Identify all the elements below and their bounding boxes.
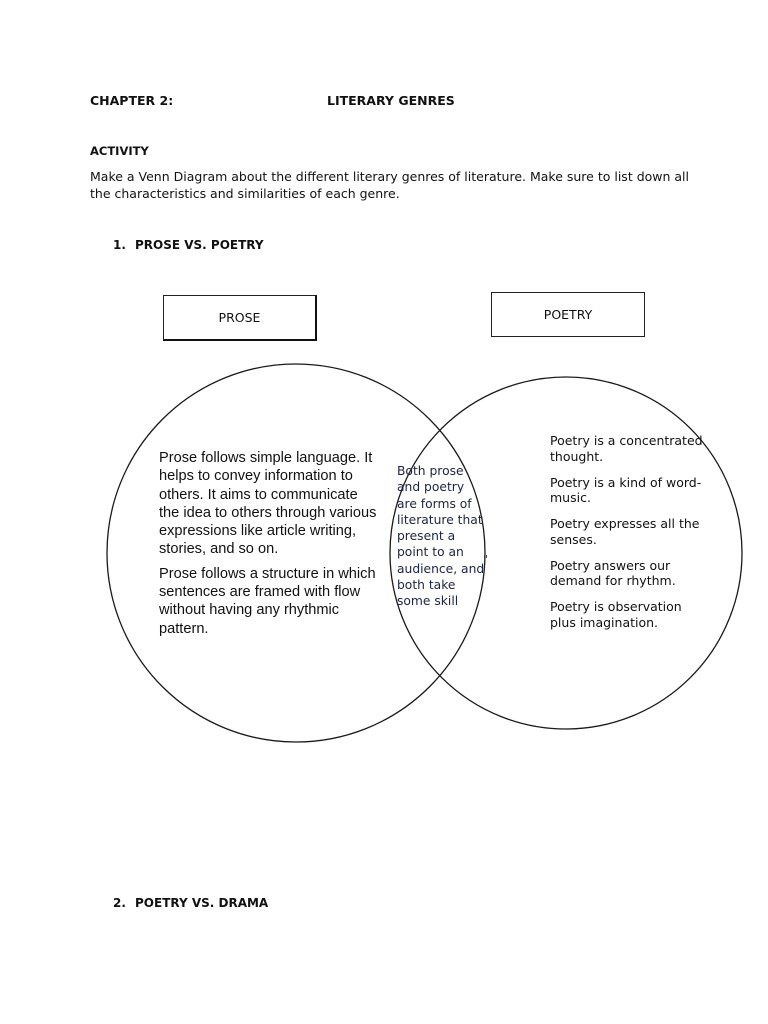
- section-number: 2.: [113, 896, 126, 910]
- prose-paragraph: Prose follows a structure in which sentences are framed with flow without having any rhythmic pattern.: [159, 565, 376, 637]
- section-title: PROSE VS. POETRY: [135, 238, 264, 252]
- poetry-label: POETRY: [543, 307, 593, 322]
- poetry-item: Poetry expresses all the senses.: [550, 516, 700, 547]
- chapter-title: LITERARY GENRES: [327, 93, 455, 108]
- poetry-item: Poetry is a concentrated thought.: [550, 433, 703, 464]
- poetry-characteristics: [550, 433, 710, 641]
- prose-characteristics: [159, 449, 381, 644]
- poetry-item: Poetry is a kind of word-music.: [550, 474, 702, 505]
- chapter-label: CHAPTER 2:: [90, 93, 174, 108]
- poetry-item: Poetry answers our demand for rhythm.: [550, 557, 676, 588]
- section-poetry-vs-drama: [113, 896, 268, 910]
- section-title: POETRY VS. DRAMA: [135, 896, 269, 910]
- prose-label: PROSE: [218, 310, 261, 325]
- activity-heading: ACTIVITY: [90, 144, 149, 158]
- section-number: 1.: [113, 238, 126, 252]
- activity-instructions: Make a Venn Diagram about the different literary genres of literature. Make sure to list down all the characteristics and similarities of each genre.: [90, 169, 689, 201]
- quote-mark: ": [483, 553, 489, 566]
- prose-paragraph: Prose follows simple language. It helps to convey information to others. It aims to communicate the idea to others through various expressions like article writing, stories, and so on.: [159, 450, 377, 558]
- similarities-text: Both prose and poetry are forms of literature that present a point to an audience, and both take some skill: [397, 464, 485, 609]
- poetry-item: Poetry is observation plus imagination.: [550, 599, 682, 630]
